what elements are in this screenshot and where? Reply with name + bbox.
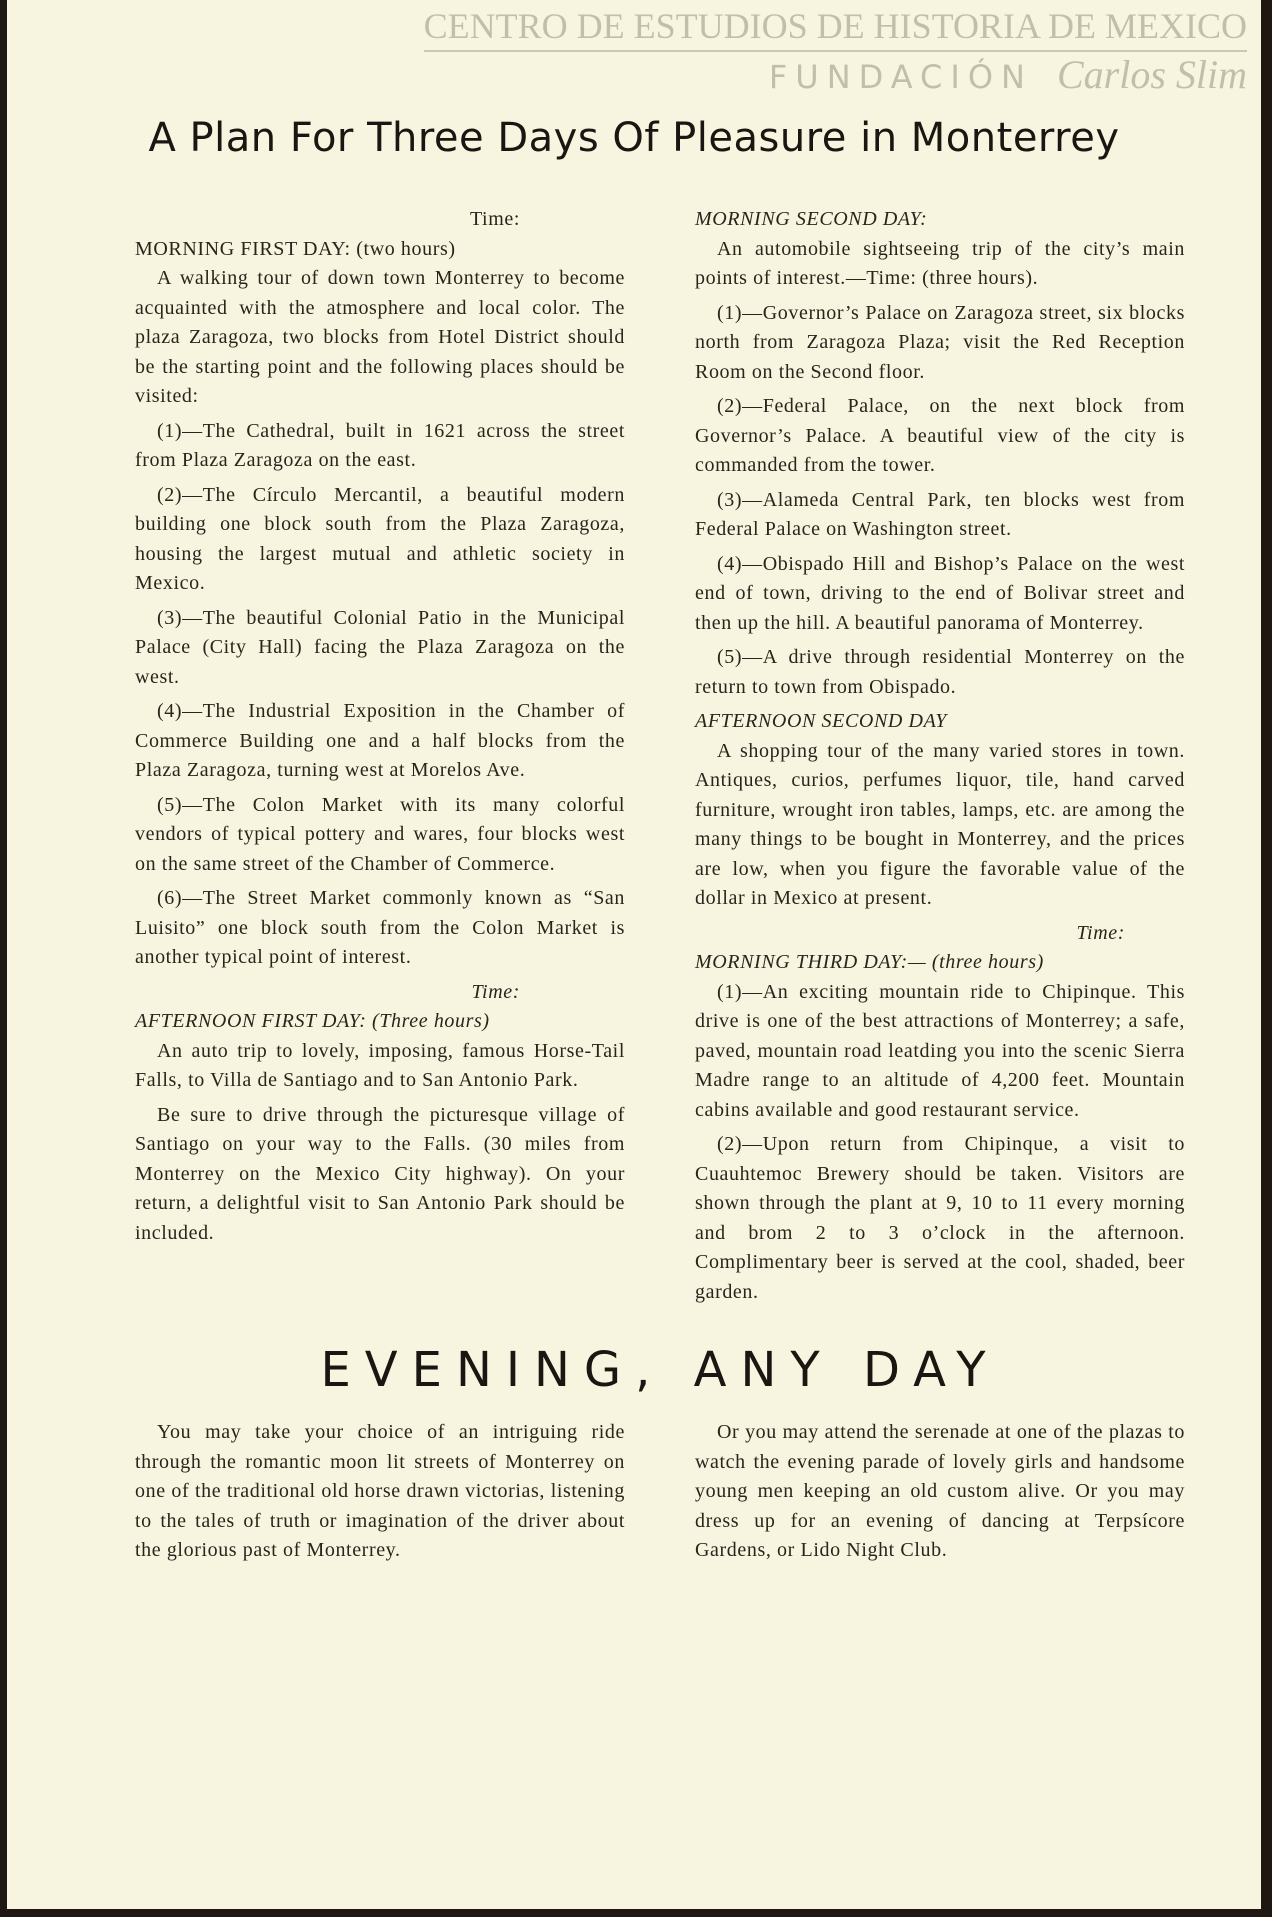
paragraph: (6)—The Street Market commonly known as “San Luisito” one block south from the Colon Market is another typical point of interest. [135,887,625,968]
paragraph: You may take your choice of an intriguing ride through the romantic moon lit streets of Monterrey on one of the traditional old horse drawn victorias, listening to the tales of truth or imagination of the driver about the glorious past of Monterrey. [135,1421,625,1561]
paragraph: (3)—Alameda Central Park, ten blocks west from Federal Palace on Washington street. [695,488,1185,540]
paragraph: (1)—The Cathedral, built in 1621 across the street from Plaza Zaragoza on the east. [135,419,625,471]
paragraph: (5)—The Colon Market with its many colorful vendors of typical pottery and wares, four blocks west on the same street of the Chamber of Commerce. [135,793,625,875]
paragraph: (4)—The Industrial Exposition in the Chamber of Commerce Building one and a half blocks from the Plaza Zaragoza, turning west at Morelos Ave. [135,700,625,781]
section-heading: MORNING FIRST DAY: (two hours) [135,237,456,260]
right-column [695,205,1185,1312]
paragraph: A shopping tour of the many varied stores in town. Antiques, curios, perfumes liquor, tile, hand carved furniture, wrought iron tables, lamps, etc. are among the many things to be bought in Monterrey, and the prices are low, when you figure the favorable value of the dollar in Mexico at present. [695,739,1185,909]
watermark-foundation [424,50,1247,100]
paragraph: A walking tour of down town Monterrey to become acquainted with the atmosphere and local color. The plaza Zaragoza, two blocks from Hotel District should be the starting point and the following places should be visited: [135,267,625,407]
evening-right-column [695,1418,1185,1571]
section-heading: AFTERNOON SECOND DAY [695,710,948,732]
section-heading: MORNING THIRD DAY:— (three hours) [695,951,1044,973]
watermark-line: DE MEXICO [1048,6,1247,46]
evening-columns [135,1418,1185,1571]
content [135,205,1185,1571]
time-label: Time: [1076,921,1125,944]
watermark-line: CENTRO DE [423,6,625,46]
watermark-line: ESTUDIOS [633,6,808,46]
watermark-signature: Carlos Slim [1056,52,1247,97]
watermark-fundacion: FUNDACIÓN [768,58,1033,96]
left-column [135,205,625,1253]
paragraph: (1)—An exciting mountain ride to Chipinque. This drive is one of the best attractions of Monterrey; a safe, paved, mountain road leatding you into the scenic Sierra Madre range to an altitude of 4,200 feet. Mountain cabins available and good restaurant service. [695,980,1185,1121]
watermark-title [424,4,1247,48]
evening-left-column [135,1418,625,1571]
columns [135,205,1185,1312]
time-label: Time: [469,208,520,230]
paragraph: (5)—A drive through residential Monterrey on the return to town from Obispado. [695,646,1185,698]
paragraph: (4)—Obispado Hill and Bishop’s Palace on the west end of town, driving to the end of Bolivar street and then up the hill. A beautiful panorama of Monterrey. [695,552,1185,634]
paragraph: (2)—The Círculo Mercantil, a beautiful modern building one block south from the Plaza Zaragoza, housing the largest mutual and athletic society in Mexico. [135,483,625,594]
paragraph: An automobile sightseeing trip of the city’s main points of interest.—Time: (three hours). [695,237,1185,289]
paragraph: Or you may attend the serenade at one of the plazas to watch the evening parade of lovely girls and handsome young men keeping an old custom alive. Or you may dress up for an evening of dancing at Terpsícore Gardens, or Lido Night Club. [695,1421,1185,1561]
paragraph: (2)—Upon return from Chipinque, a visit to Cuauhtemoc Brewery should be taken. Visitors are shown through the plant at 9, 10 to 11 every morning and brom 2 to 3 o’clock in the afternoon. Complimentary beer is served at the cool, shaded, beer garden. [695,1133,1185,1303]
time-label: Time: [471,980,520,1003]
paragraph: Be sure to drive through the picturesque village of Santiago on your way to the Falls. (30 miles from Monterrey on the Mexico City highway). On your return, a delightful visit to San Antonio Park should be included. [135,1103,625,1244]
watermark-line: DE HISTORIA [816,6,1040,46]
paragraph: An auto trip to lovely, imposing, famous Horse-Tail Falls, to Villa de Santiago and to San Antonio Park. [135,1039,625,1091]
section-heading: AFTERNOON FIRST DAY: (Three hours) [135,1010,490,1032]
watermark [424,4,1247,100]
paragraph: (3)—The beautiful Colonial Patio in the Municipal Palace (City Hall) facing the Plaza Zaragoza on the west. [135,606,625,688]
document-page [7,0,1261,1909]
page-title: A Plan For Three Days Of Pleasure in Monterrey [148,115,1120,161]
section-heading: MORNING SECOND DAY: [695,208,928,230]
paragraph: (2)—Federal Palace, on the next block from Governor’s Palace. A beautiful view of the city is commanded from the tower. [695,395,1185,476]
paragraph: (1)—Governor’s Palace on Zaragoza street, six blocks north from Zaragoza Plaza; visit the Red Reception Room on the Second floor. [695,301,1185,383]
evening-heading: EVENING, ANY DAY [320,1342,1000,1398]
